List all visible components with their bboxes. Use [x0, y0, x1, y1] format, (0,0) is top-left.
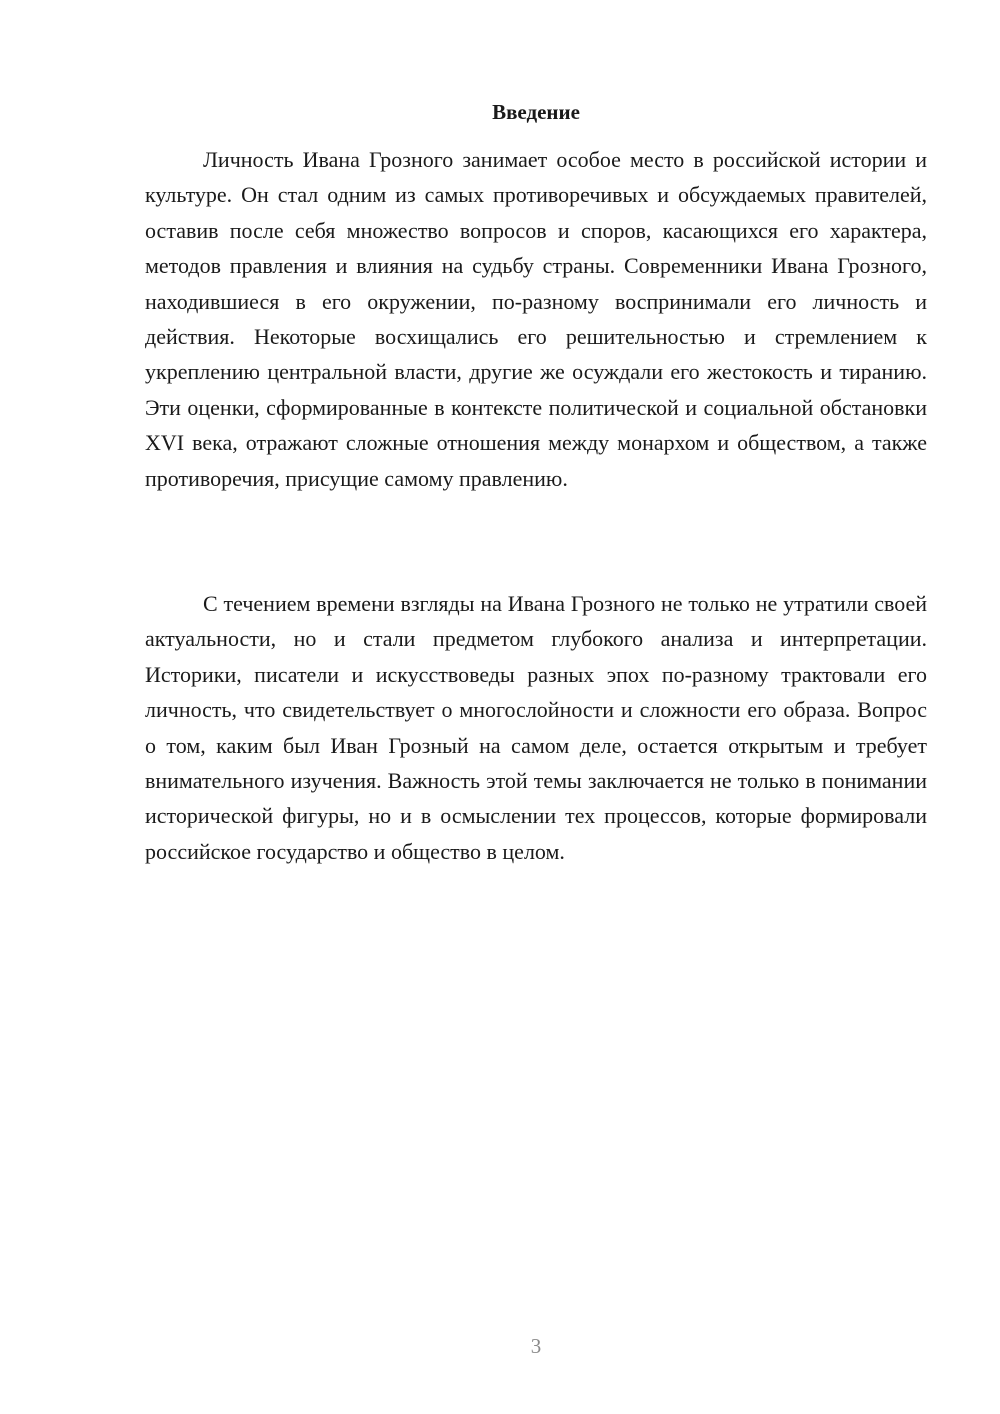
section-heading: Введение — [492, 100, 580, 124]
page-number: 3 — [530, 1334, 542, 1358]
paragraph-intro-1: Личность Ивана Грозного занимает особое место в российской истории и культуре. Он стал одним из самых противоречивых и обсуждаемых правителей, оставив после себя множество вопросов и споров, касающихся его характера, методов правления и влияния на судьбу страны. Современники Ивана Грозного, находившиеся в его окружении, по-разному воспринимали его личность и действия. Некоторые восхищались его решительностью и стремлением к укреплению центральной власти, другие же осуждали его жестокость и тиранию. Эти оценки, сформированные в контексте политической и социальной обстановки XVI века, отражают сложные отношения между монархом и обществом, а также противоречия, присущие самому правлению. — [145, 147, 927, 491]
paragraph-intro-2: С течением времени взгляды на Ивана Грозного не только не утратили своей актуальности, но и стали предметом глубокого анализа и интерпретации. Историки, писатели и искусствоведы разных эпох по-разному трактовали его личность, что свидетельствует о многослойности и сложности его образа. Вопрос о том, каким был Иван Грозный на самом деле, остается открытым и требует внимательного изучения. Важность этой темы заключается не только в понимании исторической фигуры, но и в осмыслении тех процессов, которые формировали российское государство и общество в целом. — [145, 591, 927, 864]
